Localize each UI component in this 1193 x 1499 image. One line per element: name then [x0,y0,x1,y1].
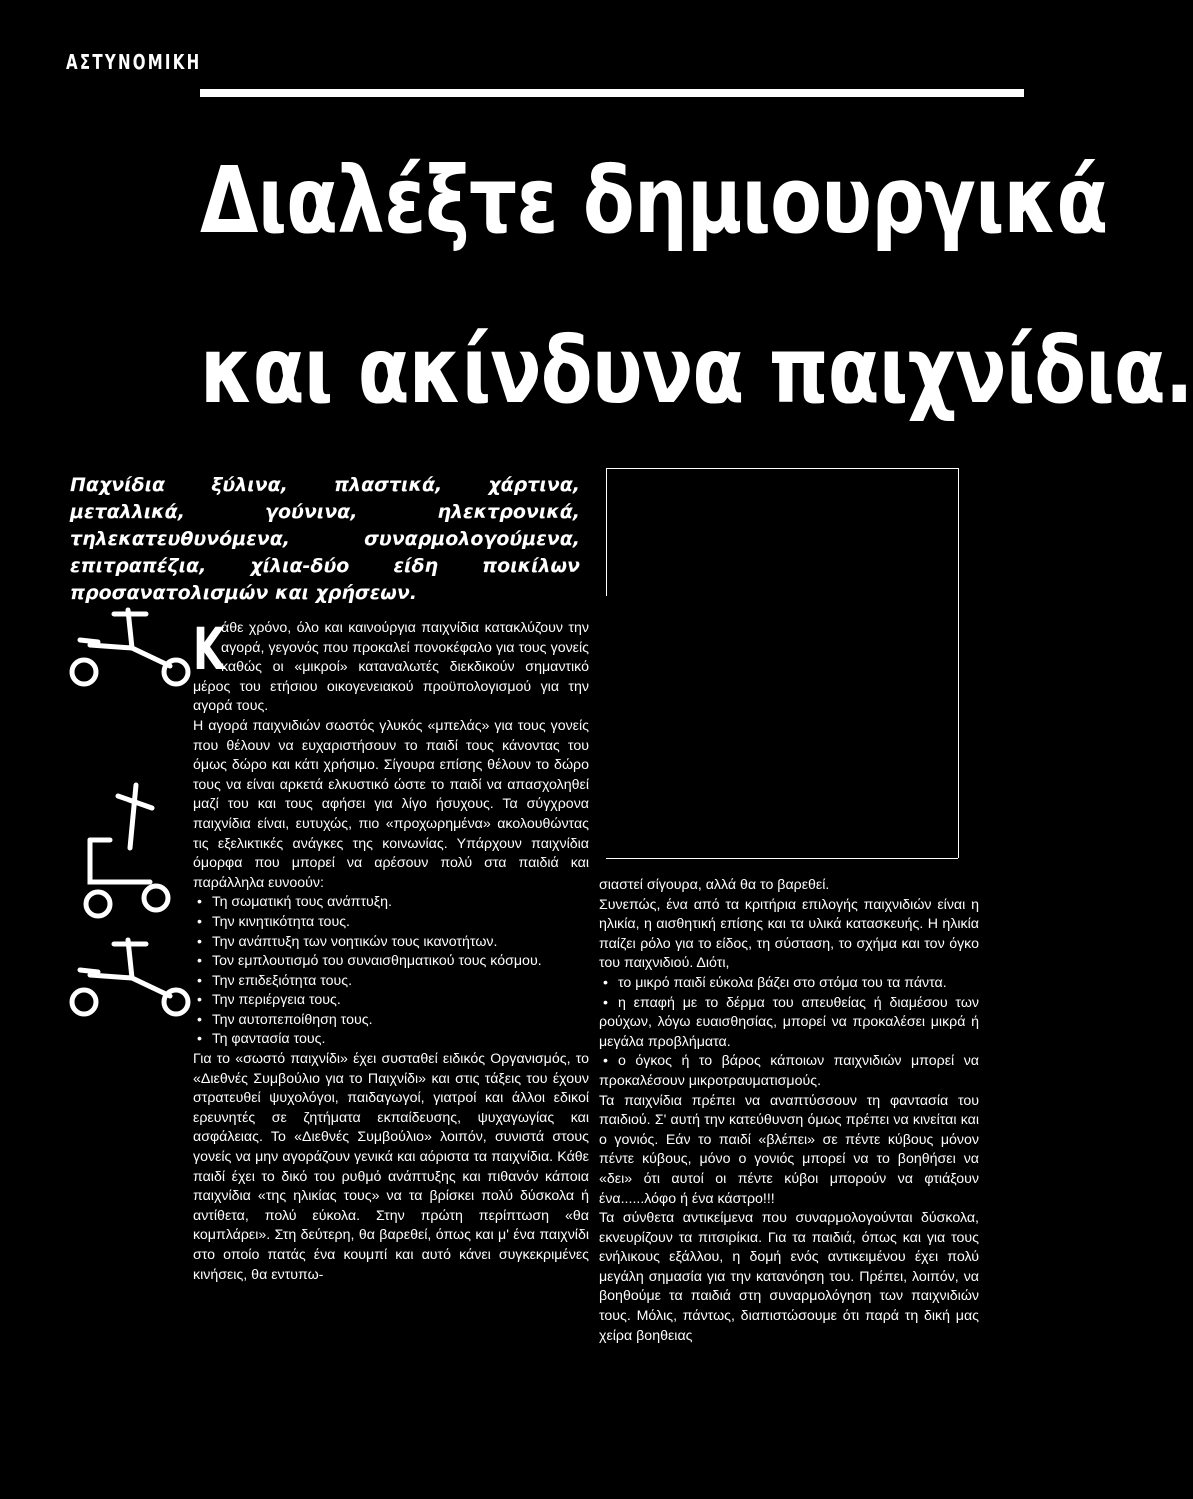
frame-bottom-line [606,858,958,859]
article-paragraph: σιαστεί σίγουρα, αλλά θα το βαρεθεί. [599,877,830,893]
list-item: • Τον εμπλουτισμό του συναισθηματικού τους κόσμου. [193,952,589,972]
stroller-doodle [86,785,168,916]
list-item: • Την επιδεξιότητα τους. [193,972,589,992]
list-item: • Την αυτοπεποίθηση τους. [193,1011,589,1031]
headline-line-1: Διαλέξτε δημιουργικά [200,147,1108,254]
list-item: • το μικρό παιδί εύκολα βάζει στο στόμα του τα πάντα. [599,974,979,994]
article-paragraph: Για το «σωστό παιχνίδι» έχει συσταθεί ειδικός Οργανισμός, το «Διεθνές Συμβούλιο για το Παιχνίδι» και στις τάξεις του έχουν στρατευθεί ψυχολόγοι, παιδαγωγοί, γιατροί και άλλοι εδικοί ερευνητές σε ζητήματα εκπαίδευσης, ψυχαγωγίας και ασφάλειας. Το «Διεθνές Συμβούλιο» λοιπόν, συνιστά στους γονείς να μην αγοράζουν γενικά και αόριστα τα παιχνίδια. Κάθε παιδί έχει το δικό του ρυθμό ανάπτυξης και πιθανόν κάποια παιχνίδια «της ηλικίας τους» να τα βρίσκει πολύ δύσκολα ή αντίθετα, πολύ εύκολα. Στην πρώτη περίπτωση «θα κομπλάρει». Στη δεύτερη, θα βαρεθεί, όπως και μ' ένα παιχνίδι στο οποίο πατάς ένα κουμπί και αυτό κάνει συγκεκριμένες κινήσεις, θα εντυπω- [193,1051,589,1283]
frame-top-line [606,468,958,469]
drop-cap: Κ [193,615,225,683]
article-right-column [599,876,979,1346]
list-item: • Τη σωματική τους ανάπτυξη. [193,893,589,913]
article-paragraph: Συνεπώς, ένα από τα κριτήρια επιλογής παιχνιδιών είναι η ηλικία, η αισθητική επίσης και τα υλικά κατασκευής. Η ηλικία παίζει ρόλο για το είδος, τη σύσταση, το σχήμα και τον όγκο του παιχνιδιού. Διότι, [599,896,979,972]
list-item: • Τη φαντασία τους. [193,1030,589,1050]
headline-line-2: και ακίνδυνα παιχνίδια. [200,317,1193,424]
section-rule [200,89,1024,97]
article-intro [193,615,589,717]
intro-text: άθε χρόνο, όλο και καινούργια παιχνίδια κατακλύζουν την αγορά, γεγονός που προκαλεί πονοκέφαλο για τους γονείς καθώς οι «μικροί» καταναλωτές διεκδικούν σημαντικό μέρος του ετήσιου οικογενειακού προϋπολογισμού για την αγορά τους. [193,620,589,715]
frame-right-line [958,468,959,858]
article-main-column [193,615,589,1285]
tricycle-doodle [72,610,188,684]
list-item: • η επαφή με το δέρμα του απευθείας ή διαμέσου των ρούχων, λόγω ευαισθησίας, μπορεί να προκαλέσει μικρά ή μεγάλα προβλήματα. [599,994,979,1053]
section-label: ΑΣΤΥΝΟΜΙΚΗ [66,50,202,74]
list-item: • Την περιέργεια τους. [193,991,589,1011]
frame-left-line [606,468,607,596]
toy-doodles [70,600,190,1040]
article-paragraph: Τα σύνθετα αντικείμενα που συναρμολογούνται δύσκολα, εκνευρίζουν τα πιτσιρίκια. Για τα παιδιά, όπως και για τους ενήλικους εξάλλου, η δομή ενός αντικειμένου έχει πολύ μεγάλη σημασία για την κατανόηση του. Πρέπει, λοιπόν, να βοηθούμε τα παιδιά στη συναρμολόγηση των παιχνιδιών τους. Μόλις, πάντως, διαπιστώσουμε ότι παρά τη δική μας χείρα βοηθειας [599,1210,979,1344]
subtitle: Παχνίδια ξύλινα, πλαστικά, χάρτινα, μεταλλικά, γούνινα, ηλεκτρονικά, τηλεκατευθυνόμενα, συναρμολογούμενα, επιτραπέζια, χίλια-δύο είδη ποικίλων προσανατολισμών και χρήσεων. [70,474,580,604]
list-item: • ο όγκος ή το βάρος κάποιων παιχνιδιών μπορεί να προκαλέσουν μικροτραυματισμούς. [599,1052,979,1091]
article-paragraph: Τα παιχνίδια πρέπει να αναπτύσσουν τη φαντασία του παιδιού. Σ' αυτή την κατεύθυνση όμως πρέπει να κινείται και ο γονιός. Εάν το παιδί «βλέπει» σε πέντε κύβους μόνον πέντε κύβους, μόνο ο γονιός μπορεί να το βοηθήσει να «δει» ότι αυτοί οι πέντε κύβοι μπορούν να φτιάξουν ένα......λόφο ή ένα κάστρο!!! [599,1092,979,1207]
list-item: • Την ανάπτυξη των νοητικών τους ικανοτήτων. [193,933,589,953]
tricycle-doodle-2 [72,940,188,1014]
list-item: • Την κινητικότητα τους. [193,913,589,933]
article-paragraph: Η αγορά παιχνιδιών σωστός γλυκός «μπελάς» για τους γονείς που θέλουν να ευχαριστήσουν το παιδί τους κάνοντας του όμως δώρο και κάτι χρήσιμο. Σίγουρα επίσης θέλουν το δώρο τους να είναι αρκετά ελκυστικό ώστε το παιδί να απασχοληθεί μαζί του και τους αφήσει για λίγο ήσυχους. Τα σύγχρονα παιχνίδια είναι, ευτυχώς, πιο «προχωρημένα» ακολουθώντας τις εξελικτικές ανάγκες της κοινωνίας. Υπάρχουν παιχνίδια όμορφα που μπορεί να αρέσουν πολύ στα παιδιά και παράλληλα ευνοούν: [193,717,589,891]
